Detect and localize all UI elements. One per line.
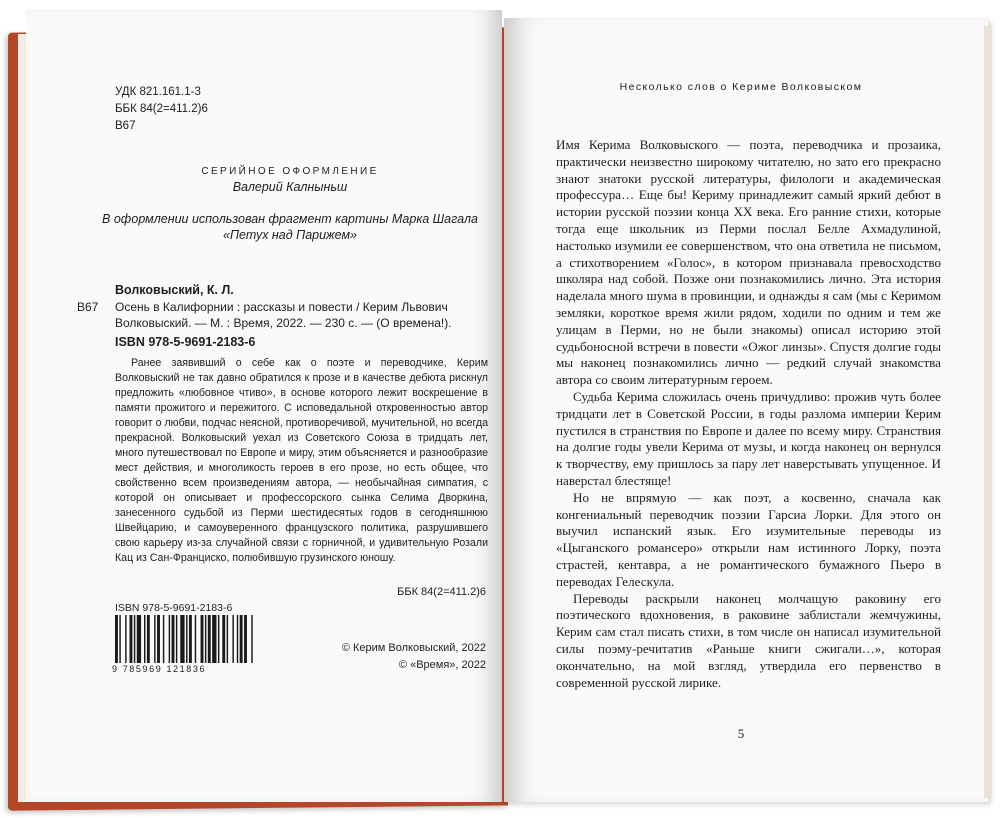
body-text xyxy=(556,137,941,691)
bbk-line: ББК 84(2=411.2)6 xyxy=(115,103,208,115)
barcode-bar xyxy=(222,615,225,663)
barcode-bar xyxy=(227,615,228,663)
barcode-bar xyxy=(130,615,133,663)
right-page-edge xyxy=(984,26,992,798)
barcode-bar xyxy=(169,615,170,663)
barcode-bar xyxy=(147,615,150,663)
author-code-line: В67 xyxy=(115,120,136,132)
paragraph: Имя Керима Волковыского — поэта, переводчика и прозаика, практически неизвестно широкому читателю, но зато его прекрасно знают знатоки русской литературы, филологи и академическая профессура… Еще бы! Кериму принадлежит самый яркий дебют в истории русской поэзии конца XX века. Его ранние стихи, которые тогда еще школьник из Перми послал Белле Ахмадулиной, настолько изумили ее совершенством, что она ответила не письмом, а стихотворением «Голос», в котором признавала превосходство школяра над собой. Позже они познакомились лично. Эта история наделала много шума в провинции, и однажды я сам (мы с Керимом земляки, короткое время жили рядом, ходили по одним и тем же улицам в Перми, но не были знакомы) описал историю этой судьбоносной встречи в повести «Ожог линзы». Спустя долгие годы мы наконец познакомились лично — редкий случай знакомства автора со своим литературным героем. xyxy=(556,137,941,388)
catalog-author: Волковыский, К. Л. xyxy=(115,283,234,297)
copyright-author: © Керим Волковыский, 2022 xyxy=(341,642,486,654)
barcode-bar xyxy=(176,615,177,663)
barcode-bar xyxy=(232,615,233,663)
barcode-bar xyxy=(172,615,175,663)
barcode-image xyxy=(113,615,303,667)
isbn-bold: ISBN 978-5-9691-2183-6 xyxy=(115,335,256,349)
classification-codes xyxy=(115,84,208,135)
barcode-bar xyxy=(189,615,192,663)
barcode-bar xyxy=(212,615,216,663)
barcode-bar xyxy=(137,615,141,663)
barcode-bar xyxy=(244,615,247,663)
barcode-bar xyxy=(154,615,155,663)
catalog-title-info: Осень в Калифорнии : рассказы и повести / Керим Львович Волковыский. — М. : Время, 2022. — 230 с. — (О времена!). xyxy=(115,300,452,330)
copyright-block xyxy=(290,640,486,674)
barcode-bar xyxy=(205,615,206,663)
barcode-bar xyxy=(157,615,160,663)
paragraph: Переводы раскрыли наконец молчащую раковину его поэтического вдохновения, в раковине заблистали жемчужины, Керим сам стал писать стихи, в том числе он написал изумительной силы поэму-речитатив «Раньше книги сжигали…», которая окончательно, на мой взгляд, утвердила его первенство в современной русской лирике. xyxy=(556,590,941,690)
barcode-bar xyxy=(195,615,196,663)
page-number: 5 xyxy=(737,726,745,741)
running-head: Несколько слов о Кериме Волковыском xyxy=(619,81,863,93)
catalog-side-code: В67 xyxy=(77,300,99,314)
book-annotation: Ранее заявивший о себе как о поэте и переводчике, Керим Волковыский не так давно обратился к прозе и в качестве дебюта рискнул предложить «любовное чтиво», в основе которого лежит воскрешение в памяти прожитого и пережитого. С исповедальной откровенностью автор говорит о любви, подчас неясной, противоречивой, мучительной, но всегда прекрасной. Волковыский уехал из Советского Союза в тридцать лет, много путешествовал по Европе и миру, этим объясняется и разнообразие мест действия, и многоликость героев в его прозе, но есть общее, что свойственно всем произведениям автора, — необычайная симпатия, с которой он описывает и профессорского сынка Селима Дворкина, занесенного судьбой из Перми шестидесятых годов в сегодняшнюю Швейцарию, и самоуверенного французского политика, разрушившего свою карьеру из-за случайной связи с горничной, и удивительную Розали Кац из Сан-Франциско, полюбившую грузинского юношу. xyxy=(115,357,488,564)
copyright-publisher: © «Время», 2022 xyxy=(398,659,486,671)
barcode-bar xyxy=(186,615,187,663)
barcode-bar xyxy=(251,615,252,663)
barcode-bar xyxy=(115,615,118,663)
barcode-bar xyxy=(163,615,164,663)
isbn-barcode-label: ISBN 978-5-9691-2183-6 xyxy=(115,602,233,614)
paragraph: Судьба Керима сложилась очень причудливо: прожив чуть более тридцати лет в Советской России, в годы разлома империи Керим пустился в странствия по Европе и далее по всему миру. Странствия на долгие годы увели Керима от музы, и когда наконец он вернулся к творчеству, ему пришлось за пару лет наверстывать упущенное. И наверстал блестяще! xyxy=(556,388,941,488)
barcode-bar xyxy=(240,615,243,663)
series-designer: Валерий Калныньш xyxy=(232,180,348,194)
barcode-bar xyxy=(201,615,204,663)
barcode-digits: 9 785969 121836 xyxy=(112,664,207,674)
paragraph: Но не впрямую — как поэт, а косвенно, сначала как конгениальный переводчик поэзии Гарсиа Лорки. Для этого он выучил испанский язык. Его изумительные переводы из «Цыганского романсеро» открыли нам истинного Лорку, поэта страстей, кентавра, а не романтического бумажного Пьеро в переводах Гелескула. xyxy=(556,489,941,589)
barcode-bar xyxy=(144,615,145,663)
barcode-bar xyxy=(119,615,120,663)
barcode-bar xyxy=(237,615,238,663)
barcode-bar xyxy=(208,615,211,663)
barcode-bar xyxy=(125,615,126,663)
barcode-bar xyxy=(180,615,184,663)
bbk-bottom: ББК 84(2=411.2)6 xyxy=(397,586,486,598)
series-heading: СЕРИЙНОЕ ОФОРМЛЕНИЕ xyxy=(201,166,379,177)
design-note: В оформлении использован фрагмент картины Марка Шагала «Петух над Парижем» xyxy=(102,212,478,242)
barcode-bar xyxy=(218,615,219,663)
barcode-bar xyxy=(134,615,135,663)
udc-line: УДК 821.161.1-3 xyxy=(115,86,201,98)
